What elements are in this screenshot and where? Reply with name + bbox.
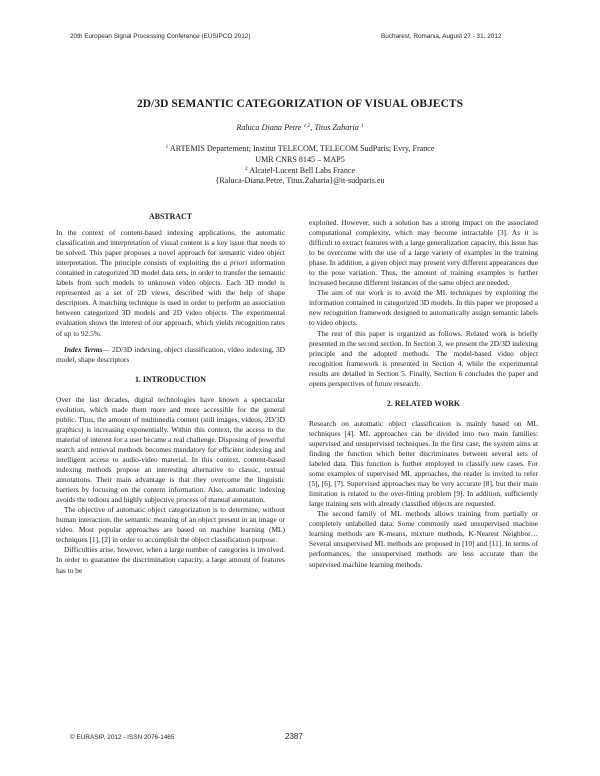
paper-title: 2D/3D SEMANTIC CATEGORIZATION OF VISUAL OBJECTS <box>136 98 464 110</box>
section-1-paragraph: The rest of this paper is organized as follows. Related work is briefly presented in the second section. In Section 3, we present the 2D/3D indexing principle and the adopted methods. The model-based video object recognition framework is presented in Section 4, while the experimental results are detailed in Section 5. Finally, Section 6 concludes the paper and opens perspectives of future research. <box>309 328 538 388</box>
section-1-paragraph: The objective of automatic object categorization is to determine, without human interaction, the semantic meaning of an object present in an image or video. Most popular approaches are based on machine learning (ML) techniques [1], [2] in order to accomplish the object classification purpose. <box>56 505 285 545</box>
section-1-paragraph: Over the last decades, digital technologies have known a spectacular evolution, which made them more and more accessible for the general public. Thus, the amount of multimedia content (still images, videos, 2D/3D graphics) is increasing exponentially. Within this context, the access to the material of interest for a user became a real challenge. Disposing of powerful search and retrieval methods becomes mandatory for efficient indexing and intelligent access to audio-video material. In this context, content-based indexing methods propose an interesting alternative to classic, textual annotations. Their main advantage is that they overcome the linguistic barriers by focusing on the content information. Also, automatic indexing avoids the tedious and highly subjective process of manual annotation. <box>56 394 285 505</box>
abstract-text: In the context of content-based indexing applications, the automatic classification and interpretation of visual content is a key issue that needs to be solved. This paper proposes a novel approach for semantic video object interpretation. The principle consists of exploiting the a priori information contained in categorized 3D model data sets, in order to transfer the semantic labels from such models to unknown video objects. Each 3D model is represented as a set of 2D views, described with the help of shape descriptors. A matching technique is used in order to perform an association between categorized 3D models and 2D video objects. The experimental evaluation shows the interest of our approach, which yields recognition rates of up to 92.5%. <box>56 228 286 338</box>
author-emails: {Raluca-Diana.Petre, Titus.Zaharia}@it-sudparis.eu <box>215 176 385 186</box>
section-1-paragraph: Difficulties arise, however, when a large number of categories is involved. In order to guarantee the discrimination capacity, a large amount of features has to be <box>56 545 285 575</box>
affil-mark: 2 <box>244 165 248 172</box>
page-number: 2387 <box>285 732 303 741</box>
affil-mark: 1 <box>165 144 169 150</box>
footer-copyright: © EURASIP, 2012 - ISSN 2076-1465 <box>70 734 175 741</box>
continued-paragraph: exploited. However, such a solution has a strong impact on the associated computational complexity, which may become intractable [3]. As it is difficult to extract features with a large generalization capacity, this issue has to be overcome with the use of a large variety of examples in the training phase. In addition, a given object may present very different appearances due to the pose variation. Thus, the amount of training examples is further increased because different instances of the same object are needed. <box>309 218 538 288</box>
affiliations <box>0 144 600 187</box>
affiliation-1-line-2: UMR CNRS 8145 – MAP5 <box>255 154 345 164</box>
section-2-paragraph: The second family of ML methods allows training from partially or completely unlabelled data. Some commonly used unsupervised machine learning methods are K-means, mixture methods, K-Nearest Neighbor… Several unsupervised ML methods are proposed in [10] and [11]. In terms of performances, the unsupervised methods are less accurate than the supervised machine learning methods. <box>309 509 538 569</box>
index-terms: Index Terms— 2D/3D indexing, object classification, video indexing, 3D model, shape descriptors <box>56 344 285 364</box>
author-name: Raluca Diana Petre <box>236 123 302 132</box>
affiliation-1-line-1: $^1$ ARTEMIS Departement; Institut TELECOM, TELECOM SudParis; Evry, France <box>165 144 435 153</box>
section-2-heading: 2. RELATED WORK <box>386 398 461 408</box>
section-1-heading: 1. INTRODUCTION <box>134 374 207 384</box>
author-name: Titus Zaharia <box>314 123 359 132</box>
left-column <box>56 212 285 576</box>
section-2-paragraph: Research on automatic object classification is mainly based on ML techniques [4]. ML approaches can be divided into two main families: supervised and unsupervised techniques. In the first case, the system aims at finding the function which better discriminates between several sets of labeled data. This function is further employed to classify new cases. For some examples of supervised ML approaches, the reader is invited to refer [5], [6], [7]. Supervised approaches may be very accurate [8], but their main limitation is related to the over-fitting problem [9]. In addition, sufficiently large training sets with already classified objects are requested. <box>309 418 538 509</box>
running-header-conference: 20th European Signal Processing Conference (EUSIPCO 2012) <box>70 33 251 40</box>
running-header-location-date: Bucharest, Romania, August 27 - 31, 2012 <box>381 33 502 40</box>
author-affil-mark: 1 <box>360 123 364 129</box>
abstract-heading: ABSTRACT <box>149 212 192 221</box>
section-1-paragraph: The aim of our work is to avoid the ML techniques by exploiting the information contained in categorized 3D models. In this paper we proposed a new recognition framework designed to automatically assign semantic labels to video objects. <box>309 288 538 328</box>
right-column <box>309 218 538 570</box>
author-separator: , <box>310 123 315 132</box>
author-affil-mark: 1,2 <box>303 123 311 129</box>
author-list <box>0 123 600 132</box>
affiliation-2-line-1: $^2$ Alcatel-Lucent Bell Labs France <box>244 165 356 175</box>
